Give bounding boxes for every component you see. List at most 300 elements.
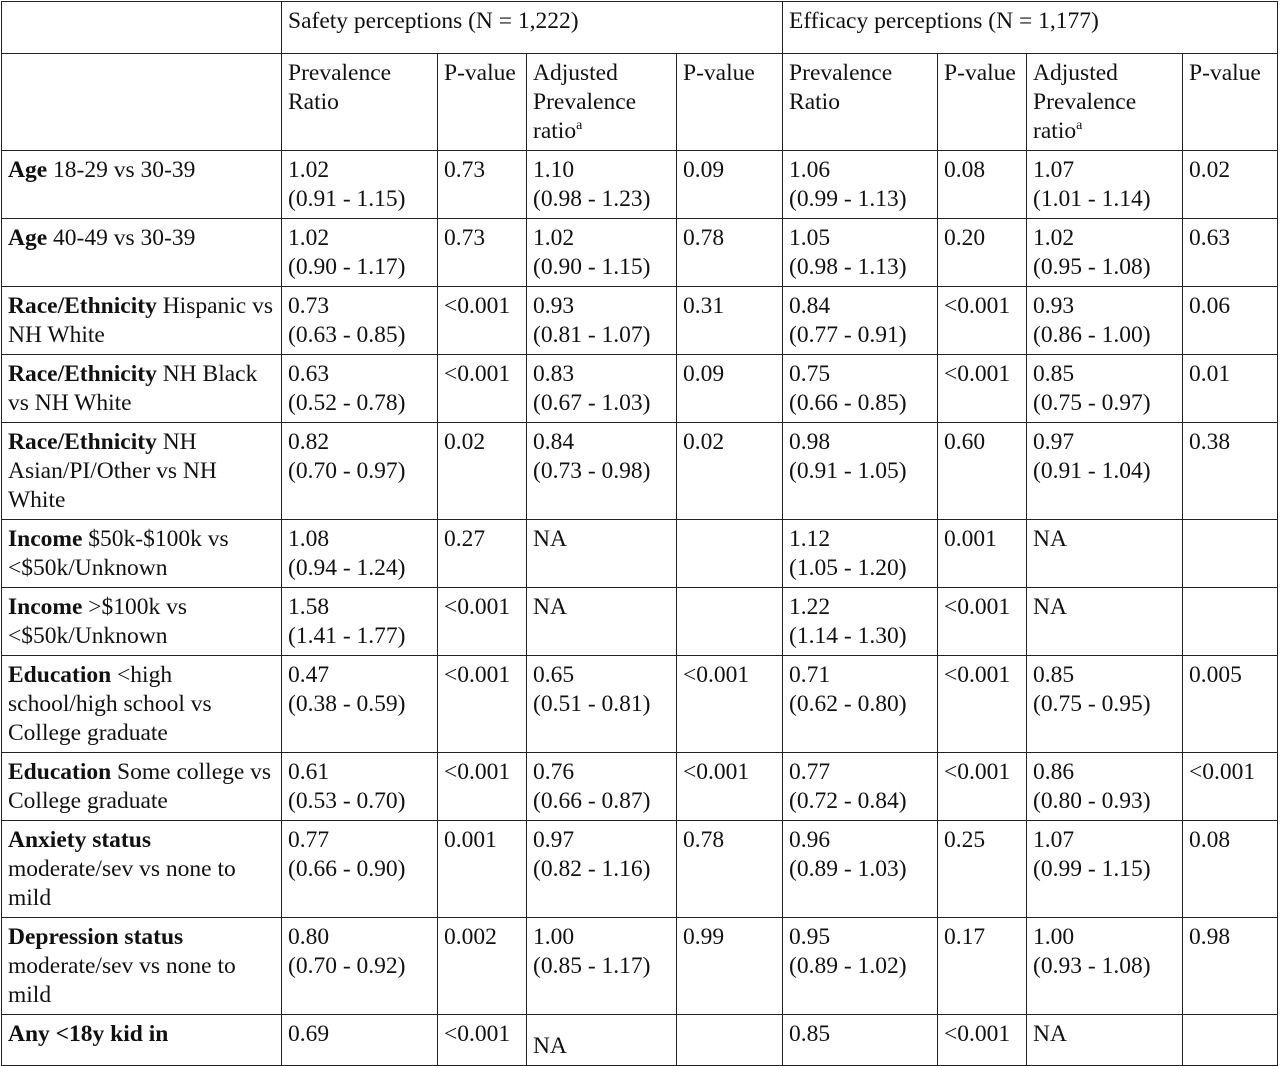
table-cell <box>938 151 1027 219</box>
cell-value: 0.76 <box>533 759 575 785</box>
table-row <box>2 588 1278 656</box>
cell-value: 1.07 <box>1033 157 1075 183</box>
cell-value: <0.001 <box>444 662 511 688</box>
table-cell <box>438 656 527 753</box>
table-cell <box>783 588 938 656</box>
table-cell <box>438 520 527 588</box>
cell-value: NA <box>533 526 567 552</box>
cell-value: <0.001 <box>944 662 1011 688</box>
cell-value: 0.71 <box>789 662 831 688</box>
row-label-detail: <high school/high school vs College graduate <box>8 662 212 746</box>
cell-value: 0.31 <box>683 293 725 319</box>
cell-value: 1.12 <box>789 526 831 552</box>
table-row <box>2 918 1278 1015</box>
table-cell <box>527 287 677 355</box>
table-cell <box>938 588 1027 656</box>
cell-confidence-interval: (1.05 - 1.20) <box>789 555 907 581</box>
table-cell <box>677 151 783 219</box>
table-cell <box>282 151 438 219</box>
table-cell <box>282 918 438 1015</box>
cell-value: 0.27 <box>444 526 486 552</box>
col-header <box>527 54 677 151</box>
row-label-term: Education <box>8 759 112 785</box>
table-row <box>2 151 1278 219</box>
cell-value: NA <box>1033 594 1067 620</box>
table-row <box>2 753 1278 821</box>
table-cell <box>1183 355 1278 423</box>
row-label <box>2 520 282 588</box>
cell-confidence-interval: (0.99 - 1.13) <box>789 186 907 212</box>
row-label-detail: Some college vs College graduate <box>8 759 272 814</box>
cell-confidence-interval: (0.98 - 1.23) <box>533 186 651 212</box>
table-body <box>2 151 1278 1066</box>
col-header-text: P-value <box>944 60 1016 86</box>
table-cell <box>282 219 438 287</box>
group-header-safety: Safety perceptions (N = 1,222) <box>282 2 783 54</box>
cell-value: 0.08 <box>944 157 986 183</box>
cell-value: 1.58 <box>288 594 330 620</box>
table-cell <box>438 287 527 355</box>
cell-value: <0.001 <box>944 293 1011 319</box>
row-label-term: Anxiety status <box>8 827 151 853</box>
col-header-text: Adjusted Prevalence ratio <box>533 60 637 144</box>
table-cell <box>938 423 1027 520</box>
cell-value: NA <box>1033 526 1067 552</box>
cell-value: NA <box>1033 1021 1067 1047</box>
cell-value: 1.02 <box>533 225 575 251</box>
table-cell <box>1183 753 1278 821</box>
col-header-text: P-value <box>444 60 516 86</box>
table-row <box>2 520 1278 588</box>
cell-value: 0.02 <box>444 429 486 455</box>
row-label-term: Income <box>8 526 83 552</box>
cell-value: 0.99 <box>683 924 725 950</box>
row-label-detail: moderate/sev vs none to mild <box>8 856 236 911</box>
cell-value: 1.08 <box>288 526 330 552</box>
cell-value: 1.02 <box>288 157 330 183</box>
col-header <box>1183 54 1278 151</box>
cell-confidence-interval: (0.38 - 0.59) <box>288 691 406 717</box>
table-cell <box>783 219 938 287</box>
cell-value: 0.09 <box>683 361 725 387</box>
table-cell <box>677 520 783 588</box>
cell-confidence-interval: (0.53 - 0.70) <box>288 788 406 814</box>
row-label <box>2 355 282 423</box>
cell-value: 0.78 <box>683 827 725 853</box>
cell-confidence-interval: (0.66 - 0.85) <box>789 390 907 416</box>
table-cell <box>783 423 938 520</box>
cell-value: 0.85 <box>789 1021 831 1047</box>
table-cell <box>1183 918 1278 1015</box>
table-cell <box>527 588 677 656</box>
row-label-detail: $50k-$100k vs <$50k/Unknown <box>8 526 229 581</box>
cell-value: 0.60 <box>944 429 986 455</box>
table-cell <box>527 1015 677 1066</box>
row-label-detail: 40-49 vs 30-39 <box>47 225 196 251</box>
table-cell <box>1027 520 1183 588</box>
table-cell <box>677 918 783 1015</box>
cell-value: 0.25 <box>944 827 986 853</box>
cell-value: NA <box>533 1033 567 1059</box>
column-header-row <box>2 54 1278 151</box>
row-label-term: Income <box>8 594 83 620</box>
table-cell <box>1183 151 1278 219</box>
table-cell <box>438 423 527 520</box>
table-cell <box>938 520 1027 588</box>
table-cell <box>1183 1015 1278 1066</box>
cell-confidence-interval: (0.81 - 1.07) <box>533 322 651 348</box>
table-cell <box>677 588 783 656</box>
cell-value: 0.97 <box>533 827 575 853</box>
cell-value: 0.005 <box>1189 662 1242 688</box>
row-label-term: Education <box>8 662 112 688</box>
row-label <box>2 656 282 753</box>
table-cell <box>282 656 438 753</box>
table-cell <box>1027 753 1183 821</box>
cell-value: 1.10 <box>533 157 575 183</box>
row-label-term: Any <18y kid in <box>8 1021 169 1047</box>
table-cell <box>1027 355 1183 423</box>
row-label <box>2 588 282 656</box>
cell-confidence-interval: (0.72 - 0.84) <box>789 788 907 814</box>
cell-value: 0.84 <box>789 293 831 319</box>
cell-value: 0.02 <box>683 429 725 455</box>
cell-confidence-interval: (0.70 - 0.97) <box>288 458 406 484</box>
cell-confidence-interval: (0.82 - 1.16) <box>533 856 651 882</box>
cell-value: 0.95 <box>789 924 831 950</box>
table-cell <box>938 1015 1027 1066</box>
cell-value: 1.06 <box>789 157 831 183</box>
col-header <box>938 54 1027 151</box>
cell-confidence-interval: (0.93 - 1.08) <box>1033 953 1151 979</box>
table-cell <box>783 151 938 219</box>
cell-value: 0.08 <box>1189 827 1231 853</box>
col-header <box>438 54 527 151</box>
cell-confidence-interval: (0.70 - 0.92) <box>288 953 406 979</box>
row-label-term: Age <box>8 225 48 251</box>
table-cell <box>438 918 527 1015</box>
cell-value: 0.01 <box>1189 361 1231 387</box>
cell-value: 0.98 <box>1189 924 1231 950</box>
cell-confidence-interval: (0.85 - 1.17) <box>533 953 651 979</box>
table-cell <box>1027 1015 1183 1066</box>
table-cell <box>677 753 783 821</box>
cell-value: 1.02 <box>1033 225 1075 251</box>
col-header-sup: a <box>576 118 583 134</box>
table-cell <box>938 918 1027 1015</box>
cell-confidence-interval: (0.90 - 1.15) <box>533 254 651 280</box>
row-label <box>2 821 282 918</box>
col-header-text: P-value <box>1189 60 1261 86</box>
row-label-detail: moderate/sev vs none to mild <box>8 953 236 1008</box>
table-cell <box>527 520 677 588</box>
table-cell <box>282 821 438 918</box>
table-cell <box>938 219 1027 287</box>
group-header-efficacy: Efficacy perceptions (N = 1,177) <box>783 2 1278 54</box>
col-header-sup: a <box>1076 118 1083 134</box>
table-cell <box>677 219 783 287</box>
table-cell <box>438 753 527 821</box>
table-cell <box>282 753 438 821</box>
table-cell <box>1027 588 1183 656</box>
col-header <box>783 54 938 151</box>
cell-confidence-interval: (1.01 - 1.14) <box>1033 186 1151 212</box>
cell-value: <0.001 <box>444 594 511 620</box>
cell-value: <0.001 <box>944 361 1011 387</box>
cell-confidence-interval: (0.73 - 0.98) <box>533 458 651 484</box>
table-cell <box>282 287 438 355</box>
cell-value: 0.83 <box>533 361 575 387</box>
cell-value: <0.001 <box>944 1021 1011 1047</box>
cell-value: <0.001 <box>444 293 511 319</box>
row-label-detail: >$100k vs <$50k/Unknown <box>8 594 188 649</box>
cell-value: 0.86 <box>1033 759 1075 785</box>
cell-value: 0.80 <box>288 924 330 950</box>
table-cell <box>1183 656 1278 753</box>
cell-value: 1.22 <box>789 594 831 620</box>
cell-confidence-interval: (0.89 - 1.02) <box>789 953 907 979</box>
table-cell <box>438 355 527 423</box>
table-cell <box>527 656 677 753</box>
cell-value: 0.93 <box>533 293 575 319</box>
cell-confidence-interval: (0.51 - 0.81) <box>533 691 651 717</box>
cell-value: 0.17 <box>944 924 986 950</box>
cell-value: 1.07 <box>1033 827 1075 853</box>
cell-value: 0.002 <box>444 924 497 950</box>
cell-value: NA <box>533 594 567 620</box>
table-cell <box>783 520 938 588</box>
cell-value: 0.75 <box>789 361 831 387</box>
cell-value: 0.78 <box>683 225 725 251</box>
table-cell <box>783 918 938 1015</box>
cell-confidence-interval: (0.80 - 0.93) <box>1033 788 1151 814</box>
table-row <box>2 355 1278 423</box>
table-cell <box>677 656 783 753</box>
table-cell <box>677 355 783 423</box>
cell-value: 0.97 <box>1033 429 1075 455</box>
cell-confidence-interval: (0.90 - 1.17) <box>288 254 406 280</box>
row-label-term: Race/Ethnicity <box>8 293 157 319</box>
cell-confidence-interval: (0.95 - 1.08) <box>1033 254 1151 280</box>
cell-value: 0.001 <box>944 526 997 552</box>
cell-value: 0.63 <box>1189 225 1231 251</box>
row-label-detail: 18-29 vs 30-39 <box>47 157 196 183</box>
cell-value: 0.61 <box>288 759 330 785</box>
table-cell <box>677 821 783 918</box>
cell-value: 0.69 <box>288 1021 330 1047</box>
cell-value: 0.77 <box>288 827 330 853</box>
row-label-detail: NH Asian/PI/Other vs NH White <box>8 429 217 513</box>
col-header <box>282 54 438 151</box>
cell-value: 0.09 <box>683 157 725 183</box>
cell-value: 0.96 <box>789 827 831 853</box>
table-cell <box>677 423 783 520</box>
col-header <box>677 54 783 151</box>
table-cell <box>282 1015 438 1066</box>
table-cell <box>438 1015 527 1066</box>
table-row <box>2 219 1278 287</box>
row-label-term: Race/Ethnicity <box>8 429 157 455</box>
row-label-term: Age <box>8 157 48 183</box>
row-label <box>2 151 282 219</box>
table-cell <box>1027 918 1183 1015</box>
cell-confidence-interval: (0.99 - 1.15) <box>1033 856 1151 882</box>
cell-value: 0.73 <box>444 157 486 183</box>
row-label <box>2 1015 282 1066</box>
cell-confidence-interval: (1.41 - 1.77) <box>288 623 406 649</box>
cell-value: 0.06 <box>1189 293 1231 319</box>
cell-value: <0.001 <box>944 594 1011 620</box>
cell-value: 0.85 <box>1033 361 1075 387</box>
cell-confidence-interval: (0.62 - 0.80) <box>789 691 907 717</box>
table-cell <box>938 355 1027 423</box>
cell-value: 0.73 <box>444 225 486 251</box>
table-row <box>2 1015 1278 1066</box>
cell-value: 0.65 <box>533 662 575 688</box>
cell-value: <0.001 <box>444 1021 511 1047</box>
table-cell <box>282 423 438 520</box>
table-cell <box>938 656 1027 753</box>
group-header-row <box>2 2 1278 54</box>
table-cell <box>1183 520 1278 588</box>
table-cell <box>1027 219 1183 287</box>
cell-value: 0.82 <box>288 429 330 455</box>
cell-value: 0.85 <box>1033 662 1075 688</box>
table-cell <box>438 821 527 918</box>
table-cell <box>282 355 438 423</box>
table-row <box>2 423 1278 520</box>
table-cell <box>1183 287 1278 355</box>
cell-value: 0.38 <box>1189 429 1231 455</box>
col-header <box>1027 54 1183 151</box>
table-row <box>2 821 1278 918</box>
cell-value: 0.98 <box>789 429 831 455</box>
table-cell <box>1027 656 1183 753</box>
table-cell <box>1183 821 1278 918</box>
col-header-text: Prevalence Ratio <box>789 60 893 115</box>
row-label <box>2 287 282 355</box>
table-row <box>2 287 1278 355</box>
row-label <box>2 423 282 520</box>
col-header-text: Adjusted Prevalence ratio <box>1033 60 1137 144</box>
cell-confidence-interval: (0.66 - 0.90) <box>288 856 406 882</box>
table-cell <box>677 1015 783 1066</box>
cell-confidence-interval: (0.98 - 1.13) <box>789 254 907 280</box>
cell-confidence-interval: (0.63 - 0.85) <box>288 322 406 348</box>
cell-value: <0.001 <box>444 759 511 785</box>
cell-value: 0.73 <box>288 293 330 319</box>
cell-value: <0.001 <box>1189 759 1256 785</box>
cell-value: <0.001 <box>683 662 750 688</box>
table-cell <box>783 287 938 355</box>
cell-value: <0.001 <box>683 759 750 785</box>
cell-value: 1.00 <box>1033 924 1075 950</box>
table-cell <box>527 219 677 287</box>
cell-value: 0.93 <box>1033 293 1075 319</box>
corner-cell <box>2 2 282 54</box>
cell-value: 0.63 <box>288 361 330 387</box>
cell-value: 0.77 <box>789 759 831 785</box>
table-cell <box>783 656 938 753</box>
cell-value: 0.02 <box>1189 157 1231 183</box>
results-table <box>1 1 1278 1066</box>
row-label-detail: Hispanic vs NH White <box>8 293 274 348</box>
row-label <box>2 219 282 287</box>
table-cell <box>438 588 527 656</box>
cell-confidence-interval: (0.91 - 1.15) <box>288 186 406 212</box>
cell-confidence-interval: (0.91 - 1.05) <box>789 458 907 484</box>
table-cell <box>282 588 438 656</box>
row-label-header <box>2 54 282 151</box>
cell-confidence-interval: (0.89 - 1.03) <box>789 856 907 882</box>
row-label-term: Depression status <box>8 924 184 950</box>
table-cell <box>938 287 1027 355</box>
row-label-detail: NH Black vs NH White <box>8 361 258 416</box>
cell-confidence-interval: (0.75 - 0.95) <box>1033 691 1151 717</box>
table-cell <box>527 355 677 423</box>
table-cell <box>783 355 938 423</box>
table-row <box>2 656 1278 753</box>
cell-confidence-interval: (0.66 - 0.87) <box>533 788 651 814</box>
table-cell <box>527 918 677 1015</box>
cell-value: 0.84 <box>533 429 575 455</box>
cell-confidence-interval: (0.77 - 0.91) <box>789 322 907 348</box>
cell-value: <0.001 <box>944 759 1011 785</box>
table-cell <box>1183 588 1278 656</box>
table-cell <box>1027 423 1183 520</box>
table-cell <box>783 821 938 918</box>
table-cell <box>938 821 1027 918</box>
table-cell <box>527 753 677 821</box>
col-header-text: Prevalence Ratio <box>288 60 392 115</box>
cell-confidence-interval: (0.52 - 0.78) <box>288 390 406 416</box>
table-cell <box>527 151 677 219</box>
table-cell <box>438 151 527 219</box>
cell-confidence-interval: (0.94 - 1.24) <box>288 555 406 581</box>
table-head <box>2 2 1278 151</box>
cell-confidence-interval: (0.91 - 1.04) <box>1033 458 1151 484</box>
table-cell <box>438 219 527 287</box>
table-cell <box>783 1015 938 1066</box>
row-label <box>2 918 282 1015</box>
cell-confidence-interval: (1.14 - 1.30) <box>789 623 907 649</box>
table-cell <box>1027 821 1183 918</box>
table-cell <box>783 753 938 821</box>
table-cell <box>1183 219 1278 287</box>
table-cell <box>677 287 783 355</box>
cell-confidence-interval: (0.86 - 1.00) <box>1033 322 1151 348</box>
table-cell <box>938 753 1027 821</box>
cell-value: 1.02 <box>288 225 330 251</box>
table-cell <box>1027 151 1183 219</box>
row-label-term: Race/Ethnicity <box>8 361 157 387</box>
cell-confidence-interval: (0.75 - 0.97) <box>1033 390 1151 416</box>
cell-value: 1.00 <box>533 924 575 950</box>
cell-value: <0.001 <box>444 361 511 387</box>
cell-confidence-interval: (0.67 - 1.03) <box>533 390 651 416</box>
cell-value: 1.05 <box>789 225 831 251</box>
table-cell <box>527 821 677 918</box>
table-cell <box>282 520 438 588</box>
cell-value: 0.47 <box>288 662 330 688</box>
cell-value: 0.20 <box>944 225 986 251</box>
col-header-text: P-value <box>683 60 755 86</box>
table-cell <box>527 423 677 520</box>
cell-value: 0.001 <box>444 827 497 853</box>
table-cell <box>1027 287 1183 355</box>
table-cell <box>1183 423 1278 520</box>
row-label <box>2 753 282 821</box>
